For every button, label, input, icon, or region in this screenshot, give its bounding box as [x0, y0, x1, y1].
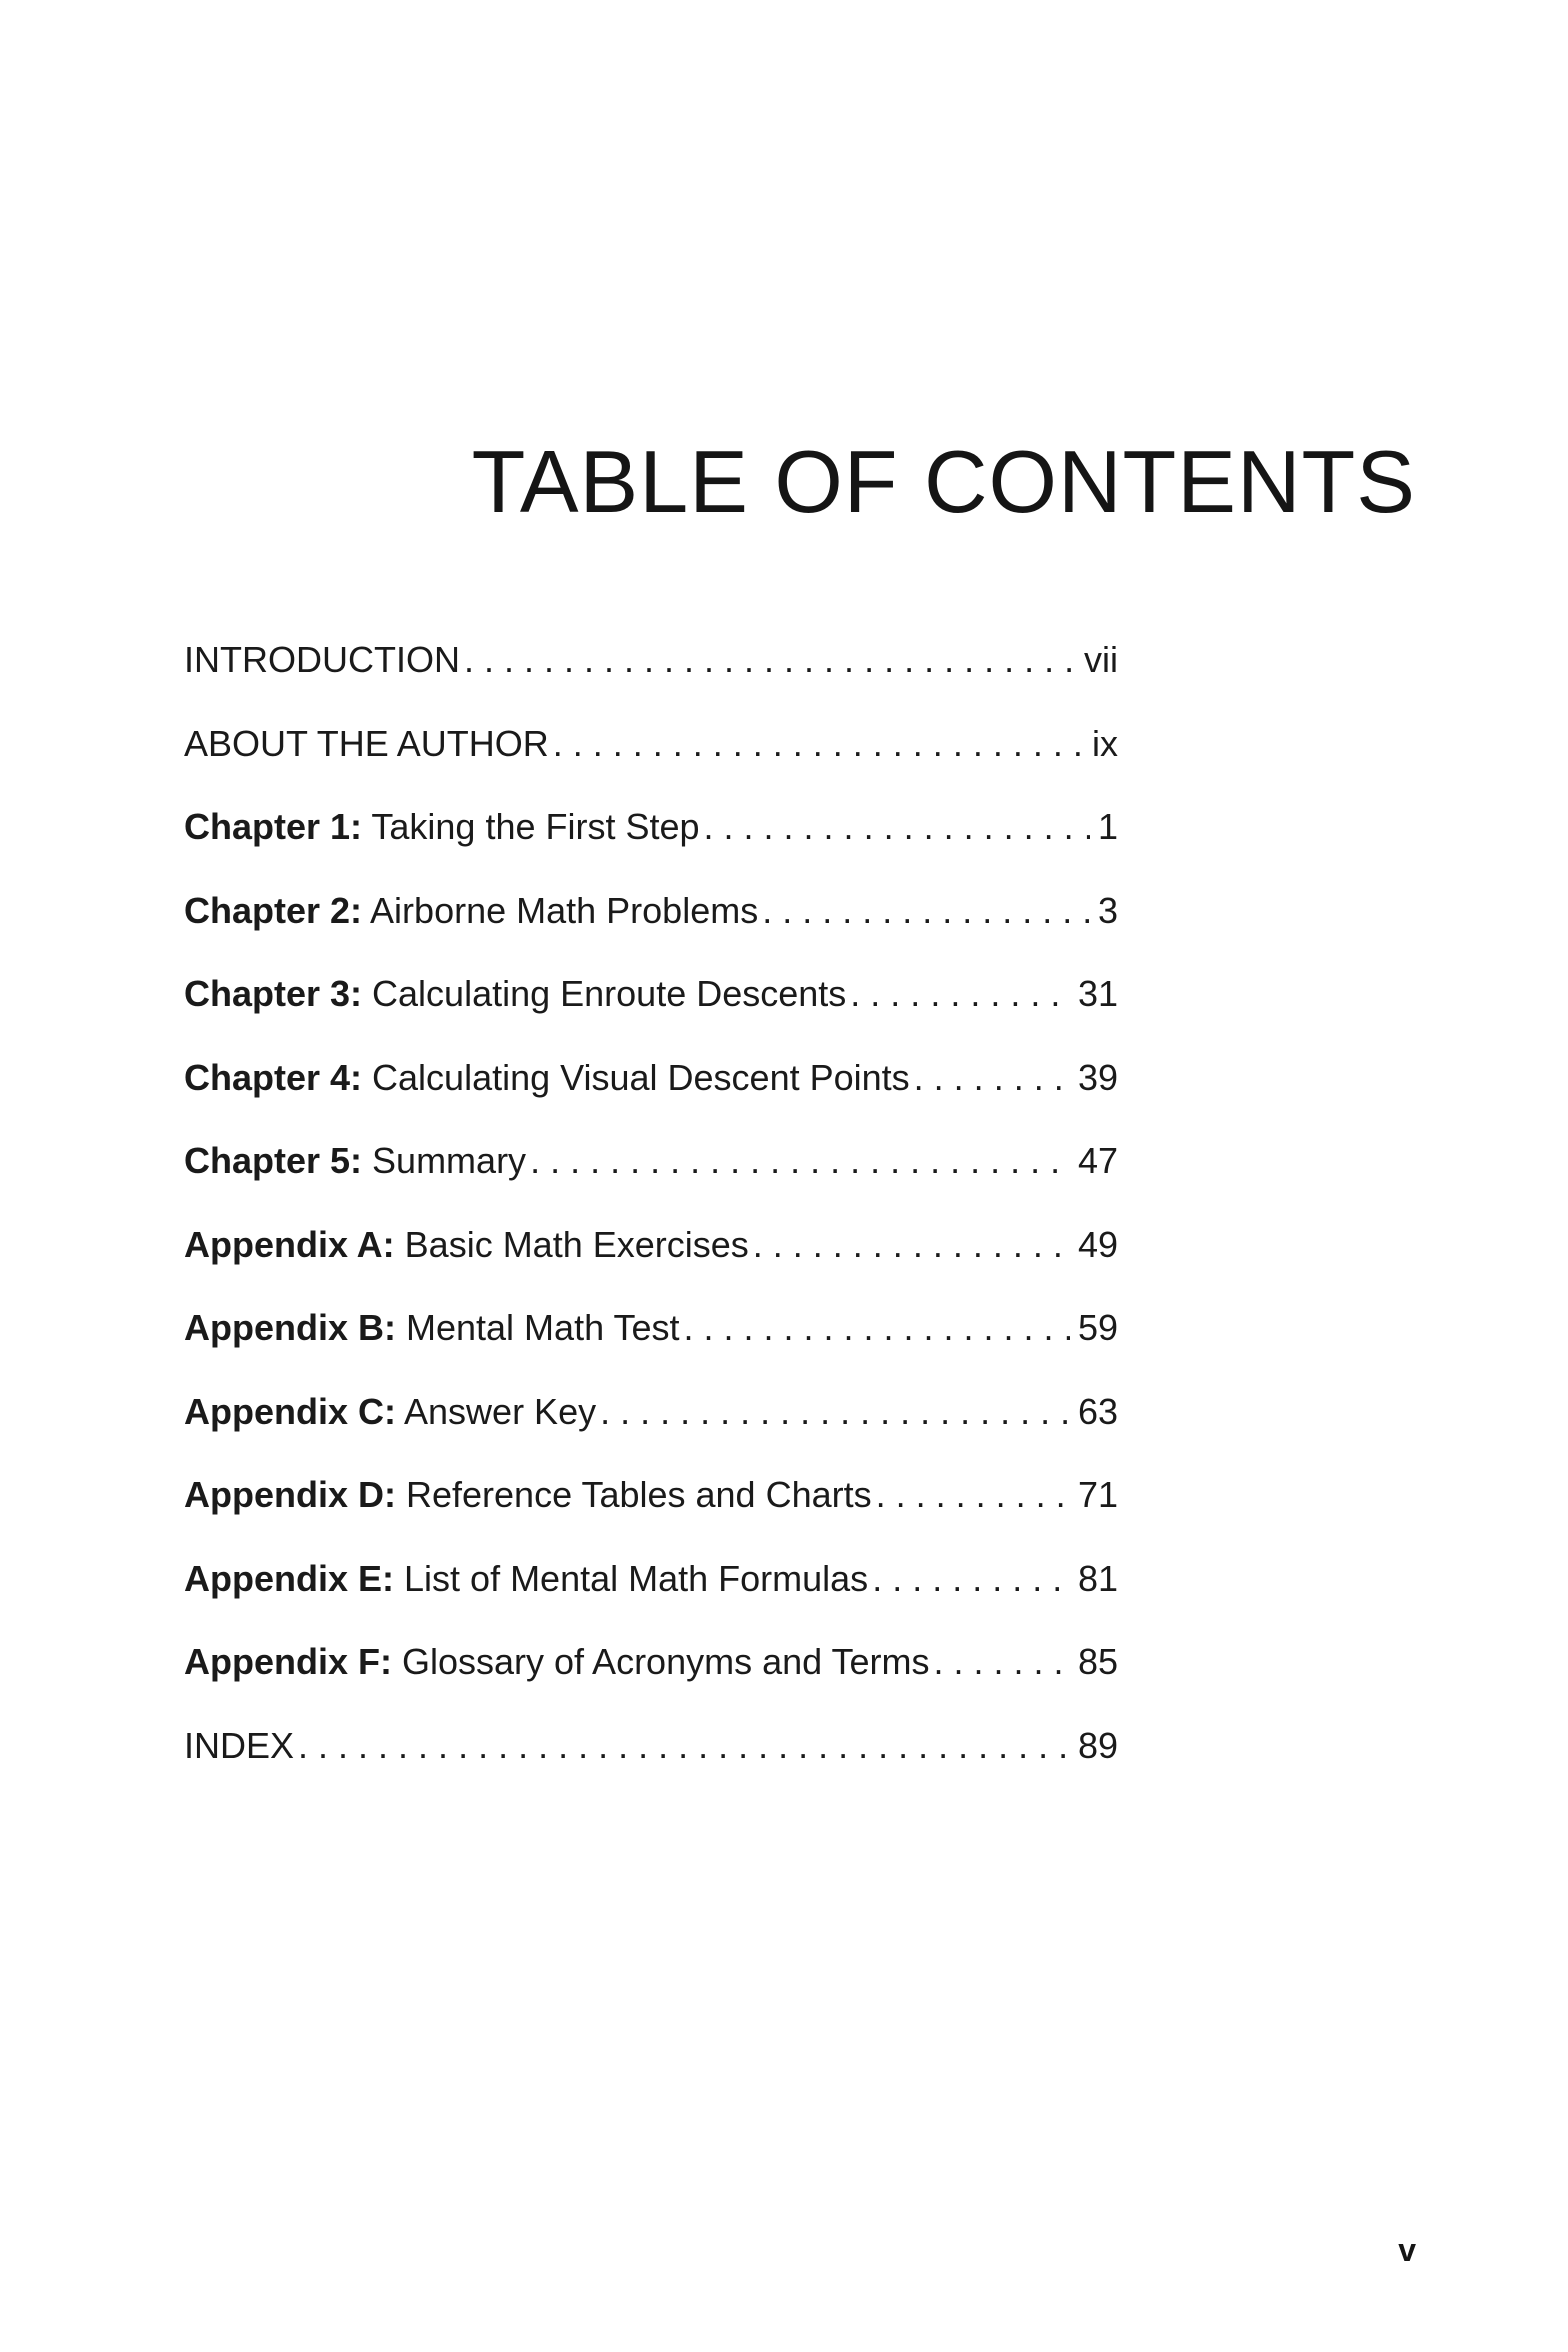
- toc-entry-chapter-3[interactable]: [184, 962, 1118, 1046]
- toc-entry-appendix-a[interactable]: [184, 1213, 1118, 1297]
- toc-entry-text: Calculating Visual Descent Points: [362, 1056, 910, 1098]
- toc-page-number: ix: [1092, 722, 1118, 764]
- dot-leader: [914, 1046, 1070, 1110]
- page-folio: v: [1398, 2232, 1416, 2268]
- dot-leader: [704, 795, 1090, 859]
- dot-leader: [600, 1380, 1070, 1444]
- toc-entry-appendix-b[interactable]: [184, 1296, 1118, 1380]
- toc-entry-label: [184, 1630, 930, 1694]
- dot-leader: [762, 879, 1090, 943]
- toc-entry-label: [184, 1296, 679, 1360]
- dot-leader: [850, 962, 1070, 1026]
- toc-entry-appendix-d[interactable]: [184, 1463, 1118, 1547]
- dot-leader: [530, 1129, 1070, 1193]
- toc-entry-prefix: Appendix D:: [184, 1474, 396, 1515]
- toc-page-number: 71: [1077, 1474, 1118, 1515]
- dot-leader: [876, 1463, 1070, 1527]
- toc-entry-prefix: Appendix B:: [184, 1307, 396, 1348]
- toc-entry-text: Reference Tables and Charts: [396, 1474, 872, 1515]
- toc-page-number: 63: [1077, 1390, 1118, 1432]
- toc-page-number: 39: [1077, 1056, 1118, 1098]
- toc-page-number: 49: [1077, 1223, 1118, 1265]
- toc-entry-prefix: Chapter 3:: [184, 973, 363, 1014]
- toc-entry-prefix: Chapter 5:: [184, 1140, 363, 1181]
- toc-entry-label: [184, 1463, 872, 1527]
- page-title: TABLE OF CONTENTS: [471, 432, 1416, 531]
- toc-page-number: 89: [1077, 1724, 1118, 1766]
- dot-leader: [553, 712, 1084, 776]
- table-of-contents: [184, 628, 1118, 1797]
- toc-entry-text: Mental Math Test: [396, 1307, 680, 1348]
- toc-entry-text: Summary: [362, 1140, 527, 1181]
- toc-entry-chapter-4[interactable]: [184, 1046, 1118, 1130]
- toc-entry-text: INDEX: [184, 1724, 295, 1766]
- toc-entry-chapter-5[interactable]: [184, 1129, 1118, 1213]
- toc-entry-chapter-1[interactable]: [184, 795, 1118, 879]
- toc-entry-label: [184, 962, 846, 1026]
- toc-entry-label: [184, 1380, 596, 1444]
- toc-entry-chapter-2[interactable]: [184, 879, 1118, 963]
- toc-entry-text: Basic Math Exercises: [394, 1223, 749, 1265]
- toc-entry-text: Glossary of Acronyms and Terms: [391, 1641, 930, 1682]
- toc-page-number: 3: [1097, 889, 1118, 931]
- toc-entry-label: [184, 1046, 910, 1110]
- toc-page-number: 47: [1077, 1140, 1118, 1181]
- toc-entry-prefix: Appendix A:: [184, 1223, 395, 1265]
- dot-leader: [934, 1630, 1070, 1694]
- toc-entry-introduction[interactable]: [184, 628, 1118, 712]
- dot-leader: [683, 1296, 1069, 1360]
- toc-page-number: 85: [1077, 1641, 1118, 1682]
- toc-entry-prefix: Appendix F:: [184, 1641, 392, 1682]
- toc-entry-text: Calculating Enroute Descents: [362, 973, 847, 1014]
- toc-entry-text: Airborne Math Problems: [362, 889, 759, 931]
- toc-page-number: 59: [1077, 1307, 1118, 1348]
- toc-entry-appendix-e[interactable]: [184, 1547, 1118, 1631]
- toc-entry-text: Answer Key: [396, 1390, 597, 1432]
- toc-entry-text: ABOUT THE AUTHOR: [184, 722, 549, 764]
- toc-page-number: 81: [1077, 1557, 1118, 1599]
- toc-page-number: vii: [1084, 639, 1118, 680]
- toc-entry-appendix-c[interactable]: [184, 1380, 1118, 1464]
- toc-entry-prefix: Chapter 4:: [184, 1056, 363, 1098]
- toc-page-number: 31: [1077, 973, 1118, 1014]
- toc-entry-label: [184, 712, 549, 776]
- dot-leader: [872, 1547, 1070, 1611]
- toc-entry-prefix: Chapter 2:: [184, 889, 363, 931]
- toc-page-number: 1: [1097, 806, 1118, 847]
- toc-entry-text: INTRODUCTION: [184, 639, 460, 680]
- toc-entry-prefix: Appendix C:: [184, 1390, 396, 1432]
- toc-entry-label: [184, 795, 700, 859]
- toc-entry-about-the-author[interactable]: [184, 712, 1118, 796]
- toc-entry-label: [184, 1129, 526, 1193]
- toc-entry-label: [184, 628, 460, 692]
- toc-entry-text: List of Mental Math Formulas: [394, 1557, 869, 1599]
- toc-entry-label: [184, 879, 758, 943]
- dot-leader: [298, 1714, 1070, 1778]
- toc-entry-label: [184, 1213, 749, 1277]
- toc-entry-label: [184, 1714, 294, 1778]
- toc-entry-prefix: Appendix E:: [184, 1557, 395, 1599]
- toc-entry-prefix: Chapter 1:: [184, 806, 363, 847]
- dot-leader: [464, 628, 1076, 692]
- toc-entry-text: Taking the First Step: [362, 806, 700, 847]
- toc-entry-appendix-f[interactable]: [184, 1630, 1118, 1714]
- toc-entry-index[interactable]: [184, 1714, 1118, 1798]
- dot-leader: [753, 1213, 1070, 1277]
- toc-entry-label: [184, 1547, 868, 1611]
